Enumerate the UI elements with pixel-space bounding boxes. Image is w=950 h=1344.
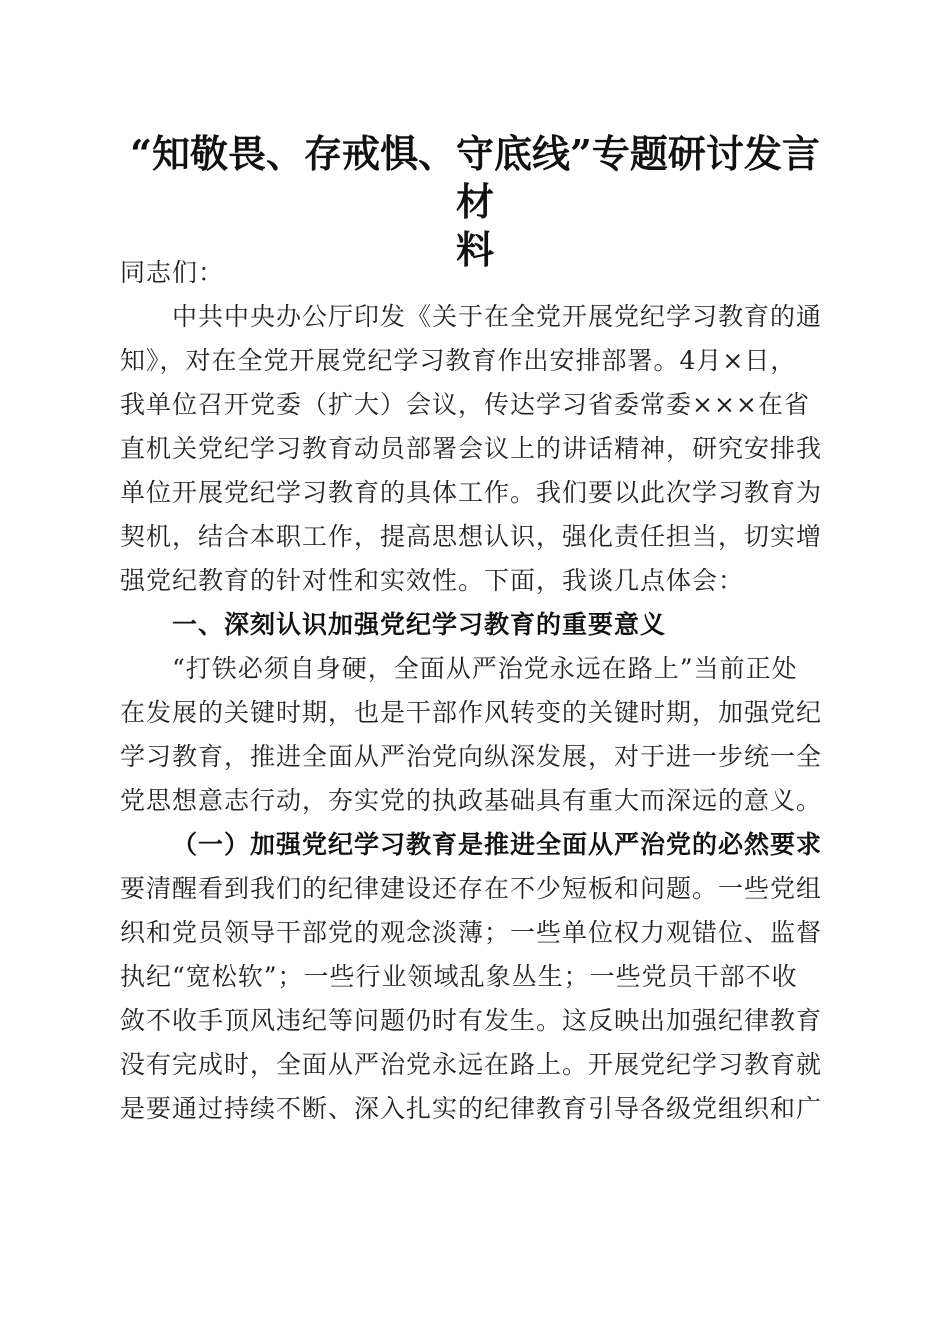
intro-line: 直机关党纪学习教育动员部署会议上的讲话精神，研究安排我 xyxy=(120,434,823,463)
intro-line: 契机，结合本职工作，提高思想认识，强化责任担当，切实增 xyxy=(120,522,823,551)
intro-line: 我单位召开党委（扩大）会议，传达学习省委常委×××在省 xyxy=(120,390,810,419)
subsection-paragraph-line: 是要通过持续不断、深入扎实的纪律教育引导各级党组织和广 xyxy=(120,1094,823,1123)
subsection-paragraph-line: 织和党员领导干部党的观念淡薄；一些单位权力观错位、监督 xyxy=(120,918,823,947)
subsection-heading: （一）加强党纪学习教育是推进全面从严治党的必然要求 xyxy=(172,830,823,859)
intro-line: 单位开展党纪学习教育的具体工作。我们要以此次学习教育为 xyxy=(120,478,823,507)
title-line-1: “知敬畏、存戒惧、守底线”专题研讨发言材 xyxy=(130,131,820,224)
document-body xyxy=(120,251,824,1131)
subsection-paragraph-line: 敛不收手顶风违纪等问题仍时有发生。这反映出加强纪律教育 xyxy=(120,1006,823,1035)
section-paragraph-line: “打铁必须自身硬，全面从严治党永远在路上”当前正处 xyxy=(172,654,798,683)
salutation: 同志们： xyxy=(120,258,225,287)
section-paragraph-line: 党思想意志行动，夯实党的执政基础具有重大而深远的意义。 xyxy=(120,786,823,815)
section-paragraph-line: 在发展的关键时期，也是干部作风转变的关键时期，加强党纪 xyxy=(120,698,823,727)
intro-line: 中共中央办公厅印发《关于在全党开展党纪学习教育的通 xyxy=(172,302,823,331)
intro-line: 强党纪教育的针对性和实效性。下面，我谈几点体会： xyxy=(120,566,745,595)
subsection-paragraph-line: 没有完成时，全面从严治党永远在路上。开展党纪学习教育就 xyxy=(120,1050,823,1079)
section-heading: 一、深刻认识加强党纪学习教育的重要意义 xyxy=(172,610,667,639)
intro-line: 知》，对在全党开展党纪学习教育作出安排部署。4月×日， xyxy=(120,346,797,375)
subsection-paragraph-line: 执纪“宽松软”；一些行业领域乱象丛生；一些党员干部不收 xyxy=(120,962,798,991)
section-paragraph-line: 学习教育，推进全面从严治党向纵深发展，对于进一步统一全 xyxy=(120,742,823,771)
title-line-2: 料 xyxy=(455,227,494,272)
subsection-paragraph-line: 要清醒看到我们的纪律建设还存在不少短板和问题。一些党组 xyxy=(120,874,823,903)
